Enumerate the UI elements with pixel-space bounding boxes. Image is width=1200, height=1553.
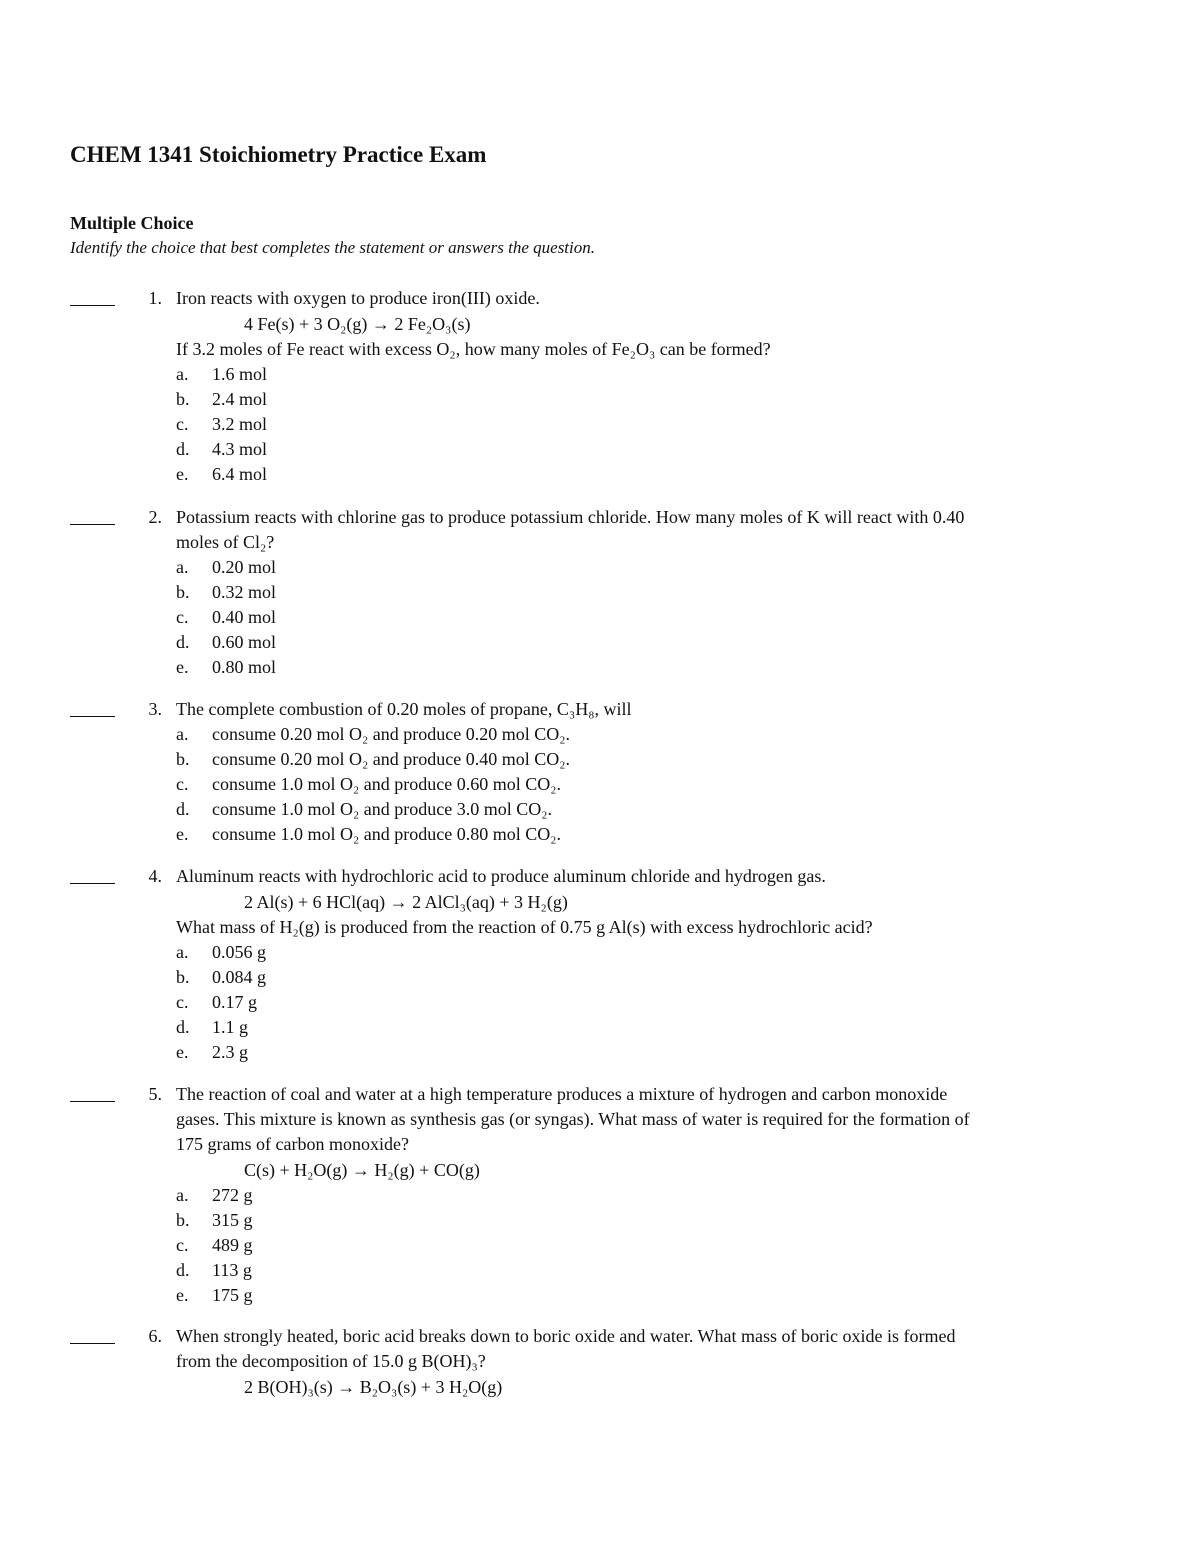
choice-text: 4.3 mol bbox=[212, 439, 268, 459]
question-text: moles of Cl₂? bbox=[176, 532, 275, 552]
choice-text: 6.4 mol bbox=[212, 464, 268, 484]
choice-text: 3.2 mol bbox=[212, 414, 268, 434]
answer-blank[interactable] bbox=[70, 883, 115, 884]
question-text: from the decomposition of 15.0 g B(OH)₃? bbox=[176, 1351, 486, 1371]
question-number: 5. bbox=[148, 1084, 162, 1104]
choice-letter: b. bbox=[176, 749, 190, 769]
question-number: 4. bbox=[148, 866, 162, 886]
choice-letter: b. bbox=[176, 1210, 190, 1230]
choice-text: consume 1.0 mol O₂ and produce 0.60 mol CO₂. bbox=[212, 774, 562, 794]
choice-letter: e. bbox=[176, 1042, 189, 1062]
choice-text: consume 1.0 mol O₂ and produce 0.80 mol CO₂. bbox=[212, 824, 562, 844]
choice-text: 272 g bbox=[212, 1185, 253, 1205]
choice-letter: d. bbox=[176, 1260, 190, 1280]
choice-letter: d. bbox=[176, 799, 190, 819]
answer-blank[interactable] bbox=[70, 305, 115, 306]
question-text: gases. This mixture is known as synthesis gas (or syngas). What mass of water is required for the formation of bbox=[176, 1109, 970, 1129]
question-text: The complete combustion of 0.20 moles of propane, C₃H₈, will bbox=[176, 699, 632, 719]
choice-text: consume 0.20 mol O₂ and produce 0.40 mol CO₂. bbox=[212, 749, 571, 769]
question-number: 1. bbox=[148, 288, 162, 308]
choice-text: 0.17 g bbox=[212, 992, 257, 1012]
choice-text: 2.4 mol bbox=[212, 389, 268, 409]
question-text: What mass of H₂(g) is produced from the reaction of 0.75 g Al(s) with excess hydrochloric acid? bbox=[176, 917, 873, 937]
choice-letter: c. bbox=[176, 774, 189, 794]
choice-text: 0.40 mol bbox=[212, 607, 277, 627]
page-title: CHEM 1341 Stoichiometry Practice Exam bbox=[70, 142, 487, 167]
chemical-equation: 4 Fe(s) + 3 O₂(g) → 2 Fe₂O₃(s) bbox=[244, 314, 471, 334]
chemical-equation: 2 B(OH)₃(s) → B₂O₃(s) + 3 H₂O(g) bbox=[244, 1377, 503, 1397]
choice-text: 0.60 mol bbox=[212, 632, 277, 652]
answer-blank[interactable] bbox=[70, 1101, 115, 1102]
question-text: When strongly heated, boric acid breaks down to boric oxide and water. What mass of boric oxide is formed bbox=[176, 1326, 956, 1346]
choice-letter: e. bbox=[176, 1285, 189, 1305]
choice-letter: e. bbox=[176, 464, 189, 484]
choice-text: 0.20 mol bbox=[212, 557, 277, 577]
choice-letter: e. bbox=[176, 657, 189, 677]
choice-text: 2.3 g bbox=[212, 1042, 248, 1062]
choice-letter: a. bbox=[176, 364, 189, 384]
choice-text: 1.6 mol bbox=[212, 364, 268, 384]
instructions: Identify the choice that best completes the statement or answers the question. bbox=[70, 238, 595, 257]
choice-text: consume 0.20 mol O₂ and produce 0.20 mol CO₂. bbox=[212, 724, 571, 744]
choice-text: 175 g bbox=[212, 1285, 253, 1305]
choice-letter: d. bbox=[176, 439, 190, 459]
chemical-equation: C(s) + H₂O(g) → H₂(g) + CO(g) bbox=[244, 1160, 480, 1180]
choice-text: consume 1.0 mol O₂ and produce 3.0 mol CO₂. bbox=[212, 799, 553, 819]
choice-letter: b. bbox=[176, 967, 190, 987]
answer-blank[interactable] bbox=[70, 1343, 115, 1344]
choice-letter: a. bbox=[176, 942, 189, 962]
choice-letter: c. bbox=[176, 414, 189, 434]
answer-blank[interactable] bbox=[70, 524, 115, 525]
question-text: If 3.2 moles of Fe react with excess O₂, how many moles of Fe₂O₃ can be formed? bbox=[176, 339, 771, 359]
choice-text: 113 g bbox=[212, 1260, 252, 1280]
question-number: 6. bbox=[148, 1326, 162, 1346]
answer-blank[interactable] bbox=[70, 716, 115, 717]
question-number: 3. bbox=[148, 699, 162, 719]
choice-text: 1.1 g bbox=[212, 1017, 248, 1037]
choice-letter: d. bbox=[176, 632, 190, 652]
choice-letter: d. bbox=[176, 1017, 190, 1037]
question-number: 2. bbox=[148, 507, 162, 527]
question-text: Iron reacts with oxygen to produce iron(III) oxide. bbox=[176, 288, 540, 308]
choice-letter: b. bbox=[176, 389, 190, 409]
choice-letter: c. bbox=[176, 992, 189, 1012]
choice-text: 315 g bbox=[212, 1210, 253, 1230]
choice-letter: a. bbox=[176, 557, 189, 577]
question-text: The reaction of coal and water at a high temperature produces a mixture of hydrogen and carbon monoxide bbox=[176, 1084, 948, 1104]
question-text: Aluminum reacts with hydrochloric acid to produce aluminum chloride and hydrogen gas. bbox=[176, 866, 826, 886]
choice-text: 0.056 g bbox=[212, 942, 266, 962]
choice-letter: c. bbox=[176, 1235, 189, 1255]
chemical-equation: 2 Al(s) + 6 HCl(aq) → 2 AlCl₃(aq) + 3 H₂(g) bbox=[244, 892, 568, 912]
question-text: Potassium reacts with chlorine gas to produce potassium chloride. How many moles of K will react with 0.40 bbox=[176, 507, 965, 527]
choice-text: 0.32 mol bbox=[212, 582, 277, 602]
choice-text: 489 g bbox=[212, 1235, 253, 1255]
choice-letter: c. bbox=[176, 607, 189, 627]
choice-text: 0.80 mol bbox=[212, 657, 277, 677]
choice-text: 0.084 g bbox=[212, 967, 266, 987]
choice-letter: e. bbox=[176, 824, 189, 844]
question-text: 175 grams of carbon monoxide? bbox=[176, 1134, 409, 1154]
choice-letter: b. bbox=[176, 582, 190, 602]
choice-letter: a. bbox=[176, 1185, 189, 1205]
section-heading: Multiple Choice bbox=[70, 213, 194, 233]
choice-letter: a. bbox=[176, 724, 189, 744]
